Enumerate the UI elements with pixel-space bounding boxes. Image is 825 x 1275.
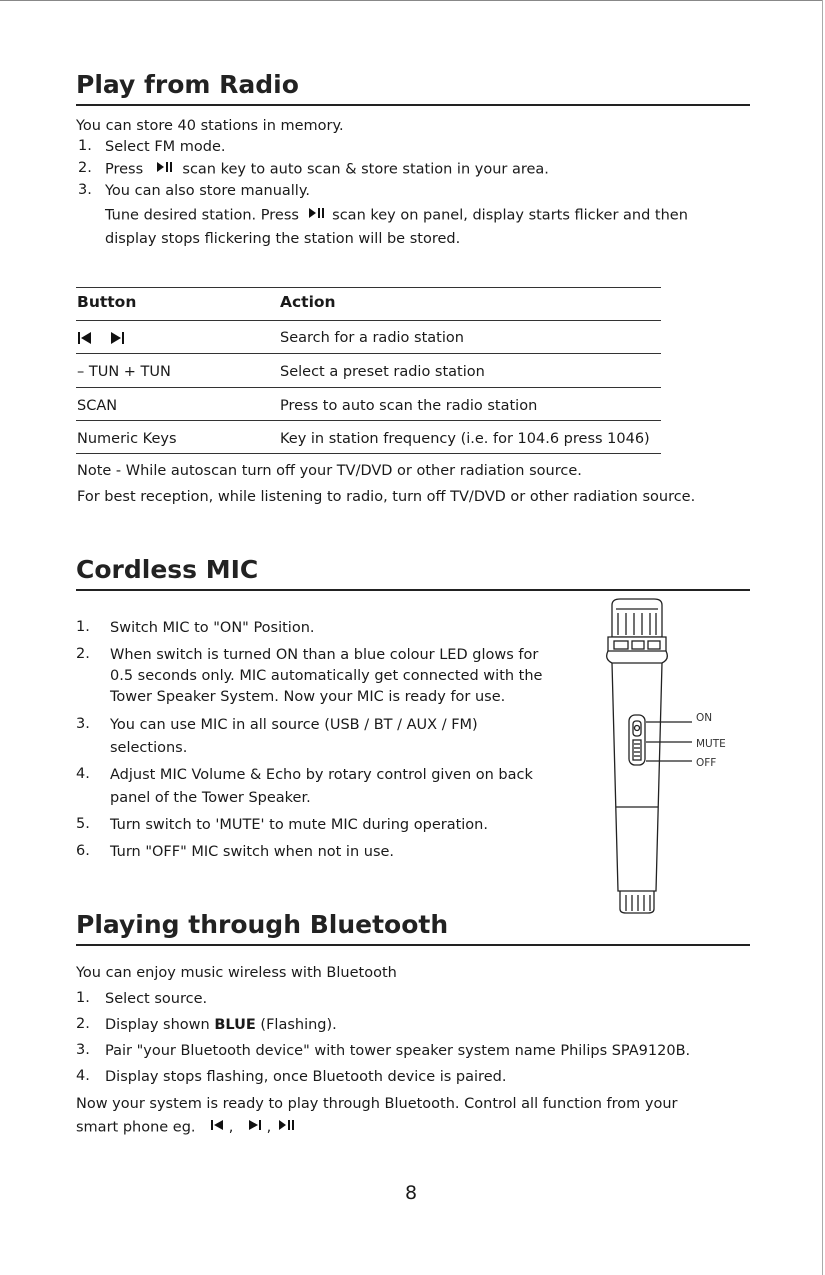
- bt-step-3-number: 3.: [76, 1042, 90, 1058]
- table-rule: [76, 320, 661, 321]
- mic-step-2-line: Tower Speaker System. Now your MIC is ready for use.: [110, 689, 506, 705]
- microphone-illustration: [596, 597, 736, 915]
- table-row-2-action: Select a preset radio station: [280, 364, 485, 380]
- next-track-icon: [110, 330, 126, 349]
- bt-step-3-text: Pair "your Bluetooth device" with tower speaker system name Philips SPA9120B.: [105, 1043, 691, 1059]
- table-row-1-action: Search for a radio station: [280, 330, 464, 346]
- mic-label-mute: MUTE: [696, 738, 726, 750]
- radio-note-2: For best reception, while listening to radio, turn off TV/DVD or other radiation source.: [77, 489, 696, 505]
- table-bottom-rule: [76, 453, 661, 454]
- bt-sep: ,: [266, 1119, 272, 1136]
- radio-note-1: Note - While autoscan turn off your TV/DVD or other radiation source.: [77, 463, 582, 479]
- mic-step-1-number: 1.: [76, 619, 90, 635]
- table-row-1-button: [77, 329, 126, 349]
- page-number: 8: [405, 1182, 418, 1204]
- top-border: [0, 0, 822, 1]
- radio-step-2-text: [105, 160, 549, 180]
- table-rule: [76, 353, 661, 354]
- table-rule: [76, 387, 661, 388]
- radio-step-3-text: You can also store manually.: [105, 183, 310, 199]
- mic-step-4-line: panel of the Tower Speaker.: [110, 790, 311, 806]
- mic-step-6-number: 6.: [76, 843, 90, 859]
- radio-step-2-pre: Press: [105, 161, 144, 178]
- table-row-3-button: SCAN: [77, 398, 118, 414]
- bt-title-rule: [76, 944, 750, 946]
- mic-step-3-number: 3.: [76, 716, 90, 732]
- table-row-4-button: Numeric Keys: [77, 431, 177, 447]
- radio-step-2-number: 2.: [78, 160, 92, 176]
- table-header-button: Button: [77, 293, 137, 311]
- mic-step-2-line: 0.5 seconds only. MIC automatically get connected with the: [110, 668, 543, 684]
- table-row-4-action: Key in station frequency (i.e. for 104.6 press 1046): [280, 431, 650, 447]
- table-header-action: Action: [280, 293, 336, 311]
- mic-step-3-line: You can use MIC in all source (USB / BT / AUX / FM): [110, 717, 478, 733]
- mic-step-5-line: Turn switch to 'MUTE' to mute MIC during operation.: [110, 817, 488, 833]
- play-pause-icon: [156, 160, 174, 179]
- radio-step-1-text: Select FM mode.: [105, 139, 226, 155]
- play-pause-icon: [308, 206, 326, 225]
- table-row-3-action: Press to auto scan the radio station: [280, 398, 538, 414]
- bt-step-1-number: 1.: [76, 990, 90, 1006]
- bt-intro: You can enjoy music wireless with Bluetooth: [76, 965, 397, 981]
- mic-step-6-line: Turn "OFF" MIC switch when not in use.: [110, 844, 395, 860]
- table-row-2-button: – TUN + TUN: [77, 364, 171, 380]
- bt-outro-1: Now your system is ready to play through Bluetooth. Control all function from your: [76, 1096, 678, 1112]
- bt-step-4-text: Display stops flashing, once Bluetooth device is paired.: [105, 1069, 507, 1085]
- bt-sep: ,: [228, 1119, 234, 1136]
- radio-step-3-line2-pre: Tune desired station. Press: [105, 207, 299, 224]
- bt-step-2-bold: BLUE: [214, 1017, 256, 1033]
- mic-step-4-line: Adjust MIC Volume & Echo by rotary control given on back: [110, 767, 533, 783]
- microphone-drawing: [596, 597, 736, 915]
- next-track-icon: [248, 1118, 262, 1137]
- mic-step-4-number: 4.: [76, 766, 90, 782]
- radio-step-1-number: 1.: [78, 138, 92, 154]
- bt-outro-2-text: smart phone eg.: [76, 1119, 196, 1136]
- mic-section-title: Cordless MIC: [76, 555, 259, 584]
- mic-step-2-number: 2.: [76, 646, 90, 662]
- play-pause-icon: [278, 1118, 296, 1137]
- mic-label-on: ON: [696, 712, 713, 724]
- mic-title-rule: [76, 589, 750, 591]
- bt-outro-2: [76, 1118, 296, 1138]
- prev-track-icon: [210, 1118, 224, 1137]
- table-rule: [76, 420, 661, 421]
- right-border: [822, 0, 823, 1275]
- prev-track-icon: [77, 330, 93, 349]
- radio-intro: You can store 40 stations in memory.: [76, 118, 344, 134]
- table-top-rule: [76, 287, 661, 288]
- radio-title-rule: [76, 104, 750, 106]
- bt-step-2-post: (Flashing).: [260, 1017, 337, 1033]
- radio-step-3-line2: [105, 206, 688, 226]
- radio-step-2-post: scan key to auto scan & store station in your area.: [182, 161, 549, 178]
- bt-step-2-pre: Display shown: [105, 1017, 210, 1033]
- radio-step-3-line2-post: scan key on panel, display starts flicker and then: [332, 207, 688, 224]
- mic-label-off: OFF: [696, 757, 717, 769]
- radio-section-title: Play from Radio: [76, 70, 299, 99]
- bt-step-1-text: Select source.: [105, 991, 208, 1007]
- bt-step-2-text: [105, 1016, 337, 1035]
- bt-step-2-number: 2.: [76, 1016, 90, 1032]
- mic-step-5-number: 5.: [76, 816, 90, 832]
- mic-step-1-line: Switch MIC to "ON" Position.: [110, 620, 315, 636]
- radio-step-3-line3: display stops flickering the station will be stored.: [105, 231, 461, 247]
- bt-step-4-number: 4.: [76, 1068, 90, 1084]
- mic-step-2-line: When switch is turned ON than a blue colour LED glows for: [110, 647, 539, 663]
- radio-step-3-number: 3.: [78, 182, 92, 198]
- bt-section-title: Playing through Bluetooth: [76, 910, 449, 939]
- mic-step-3-line: selections.: [110, 740, 188, 756]
